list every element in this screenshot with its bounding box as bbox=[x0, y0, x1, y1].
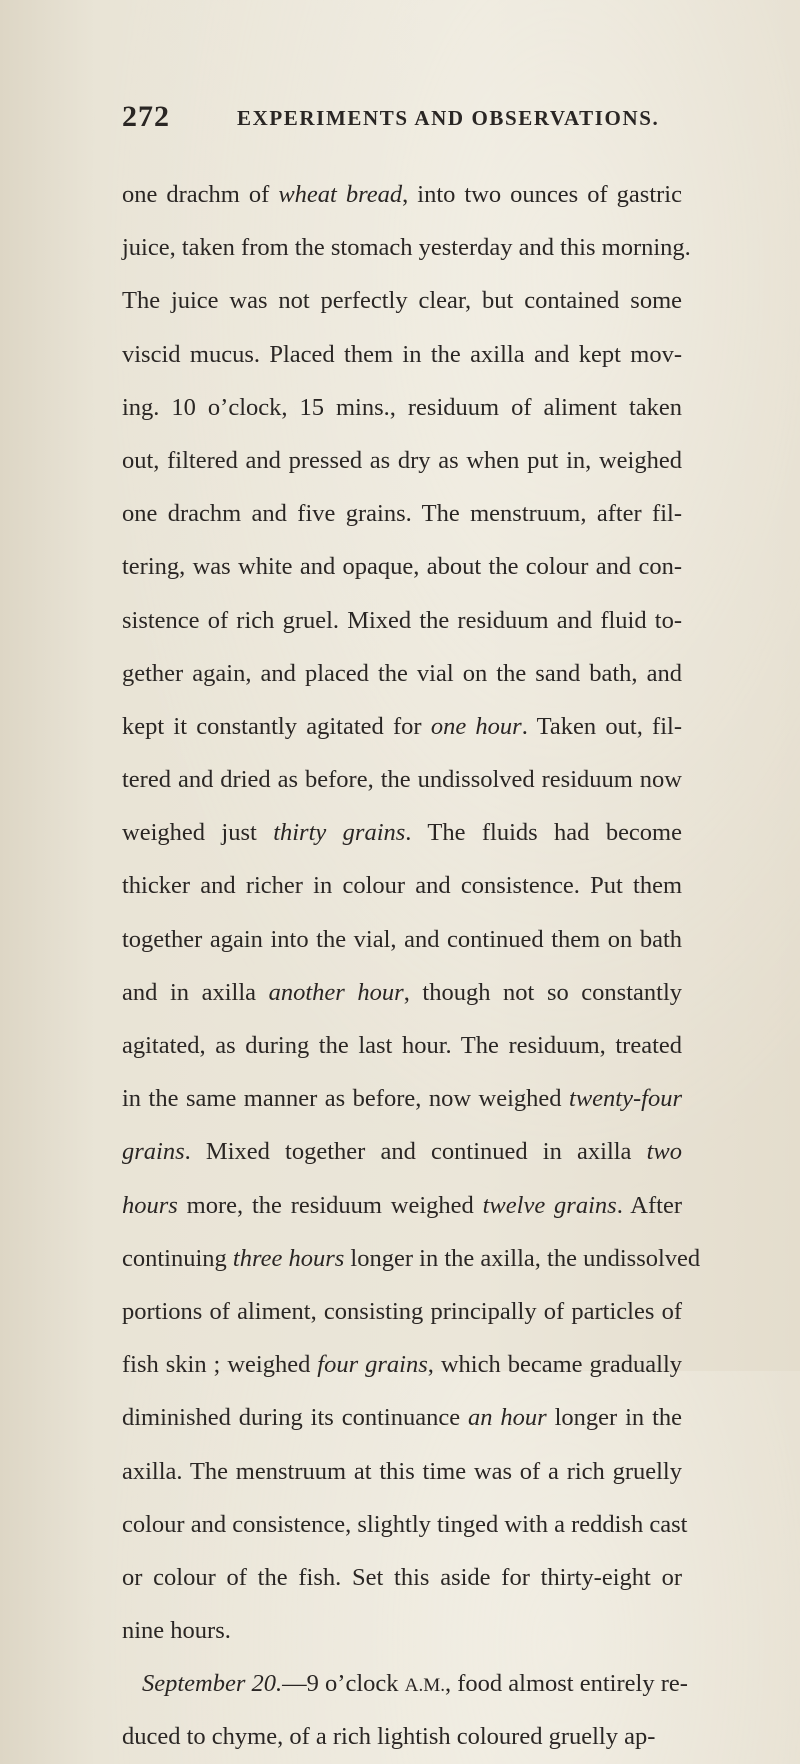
text-run: longer in the axilla, the undissolved bbox=[344, 1244, 701, 1272]
text-run: —9 o’clock bbox=[282, 1670, 405, 1698]
text-line bbox=[122, 1391, 682, 1444]
text-run: fish skin ; weighed bbox=[122, 1351, 318, 1379]
text-run: . Taken out, fil- bbox=[521, 712, 682, 740]
text-line bbox=[122, 700, 682, 753]
text-run: one drachm of bbox=[122, 181, 279, 208]
text-line bbox=[122, 913, 682, 966]
italic-text: an hour bbox=[468, 1404, 547, 1432]
body-text bbox=[122, 168, 701, 1764]
text-run: in the same manner as before, now weighed bbox=[122, 1085, 570, 1113]
text-line bbox=[122, 168, 682, 221]
italic-text: twelve grains bbox=[482, 1191, 617, 1219]
text-line bbox=[122, 859, 682, 912]
text-run: kept it constantly agitated for bbox=[122, 712, 431, 740]
italic-text: September 20. bbox=[142, 1670, 283, 1698]
text-line bbox=[122, 806, 682, 859]
text-run: one drachm and five grains. The menstruum, after fil- bbox=[122, 500, 682, 528]
text-run: juice, taken from the stomach yesterday and this morning. bbox=[122, 234, 691, 262]
text-run: , which became gradually bbox=[427, 1351, 682, 1379]
text-line bbox=[122, 1285, 682, 1338]
text-line bbox=[122, 966, 682, 1019]
text-run: colour and consistence, slightly tinged with a reddish cast bbox=[122, 1510, 688, 1538]
text-run: portions of aliment, consisting principally of particles of bbox=[122, 1297, 682, 1325]
text-run: tering, was white and opaque, about the colour and con- bbox=[122, 553, 682, 581]
text-run: weighed just bbox=[122, 819, 274, 847]
text-run: , food almost entirely re- bbox=[445, 1670, 688, 1698]
text-run: . After bbox=[616, 1191, 682, 1219]
text-run: agitated, as during the last hour. The residuum, treated bbox=[122, 1032, 682, 1059]
text-line bbox=[122, 753, 682, 806]
text-run: axilla. The menstruum at this time was of a rich gruelly bbox=[122, 1457, 682, 1485]
text-line bbox=[122, 1445, 682, 1498]
text-run: out, filtered and pressed as dry as when put in, weighed bbox=[122, 446, 682, 474]
text-line bbox=[122, 1551, 682, 1604]
text-line bbox=[122, 381, 682, 434]
text-line bbox=[122, 1232, 701, 1285]
text-run: , into two ounces of gastric bbox=[402, 181, 682, 208]
text-run: gether again, and placed the vial on the sand bath, and bbox=[122, 659, 682, 687]
text-line bbox=[122, 1657, 688, 1710]
text-run: The juice was not perfectly clear, but contained some bbox=[122, 287, 682, 315]
italic-text: one hour bbox=[430, 712, 522, 740]
text-line bbox=[122, 647, 682, 700]
text-line bbox=[122, 221, 691, 274]
italic-text: hours bbox=[122, 1191, 178, 1219]
text-run: diminished during its continuance bbox=[122, 1404, 468, 1432]
italic-text: another hour bbox=[268, 978, 404, 1006]
text-run: viscid mucus. Placed them in the axilla and kept mov- bbox=[122, 340, 682, 368]
text-run: A.M. bbox=[404, 1675, 445, 1697]
text-line bbox=[122, 274, 682, 327]
text-run: duced to chyme, of a rich lightish coloured gruelly ap- bbox=[122, 1723, 656, 1751]
text-run: together again into the vial, and continued them on bath bbox=[122, 925, 682, 953]
italic-text: grains bbox=[122, 1138, 185, 1166]
italic-text: wheat bread bbox=[278, 181, 403, 208]
text-run: or colour of the fish. Set this aside for thirty-eight or bbox=[122, 1563, 682, 1591]
italic-text: twenty-four bbox=[569, 1085, 682, 1113]
text-line bbox=[122, 1604, 682, 1657]
text-run: . The fluids had become bbox=[405, 819, 682, 847]
text-line bbox=[122, 594, 682, 647]
text-run: tered and dried as before, the undissolved residuum now bbox=[122, 766, 682, 794]
text-line bbox=[122, 487, 682, 540]
text-line bbox=[122, 328, 682, 381]
text-line bbox=[122, 540, 682, 593]
text-run: nine hours. bbox=[122, 1617, 231, 1645]
text-run: longer in the bbox=[546, 1404, 682, 1432]
text-run: sistence of rich gruel. Mixed the residuum and fluid to- bbox=[122, 606, 682, 634]
text-run: continuing bbox=[122, 1244, 233, 1272]
italic-text: four grains bbox=[317, 1351, 428, 1379]
italic-text: three hours bbox=[232, 1244, 345, 1272]
text-line bbox=[122, 1125, 682, 1178]
text-run: and in axilla bbox=[122, 978, 269, 1006]
page-number: 272 bbox=[122, 100, 170, 133]
italic-text: two bbox=[646, 1138, 682, 1166]
text-line bbox=[122, 1179, 682, 1232]
running-head bbox=[122, 100, 682, 140]
text-line bbox=[122, 1710, 682, 1763]
text-line bbox=[122, 1338, 682, 1391]
text-run: more, the residuum weighed bbox=[177, 1191, 483, 1219]
text-line bbox=[122, 1019, 682, 1072]
text-run: ing. 10 o’clock, 15 mins., residuum of aliment taken bbox=[122, 393, 682, 421]
text-run: thicker and richer in colour and consistence. Put them bbox=[122, 872, 682, 900]
text-line bbox=[122, 1498, 688, 1551]
text-run: . Mixed together and continued in axilla bbox=[184, 1138, 647, 1166]
italic-text: thirty grains bbox=[273, 819, 406, 847]
text-run: , though not so constantly bbox=[403, 978, 683, 1006]
text-line bbox=[122, 1072, 682, 1125]
text-line bbox=[122, 434, 682, 487]
running-head-title: EXPERIMENTS AND OBSERVATIONS. bbox=[237, 106, 660, 130]
